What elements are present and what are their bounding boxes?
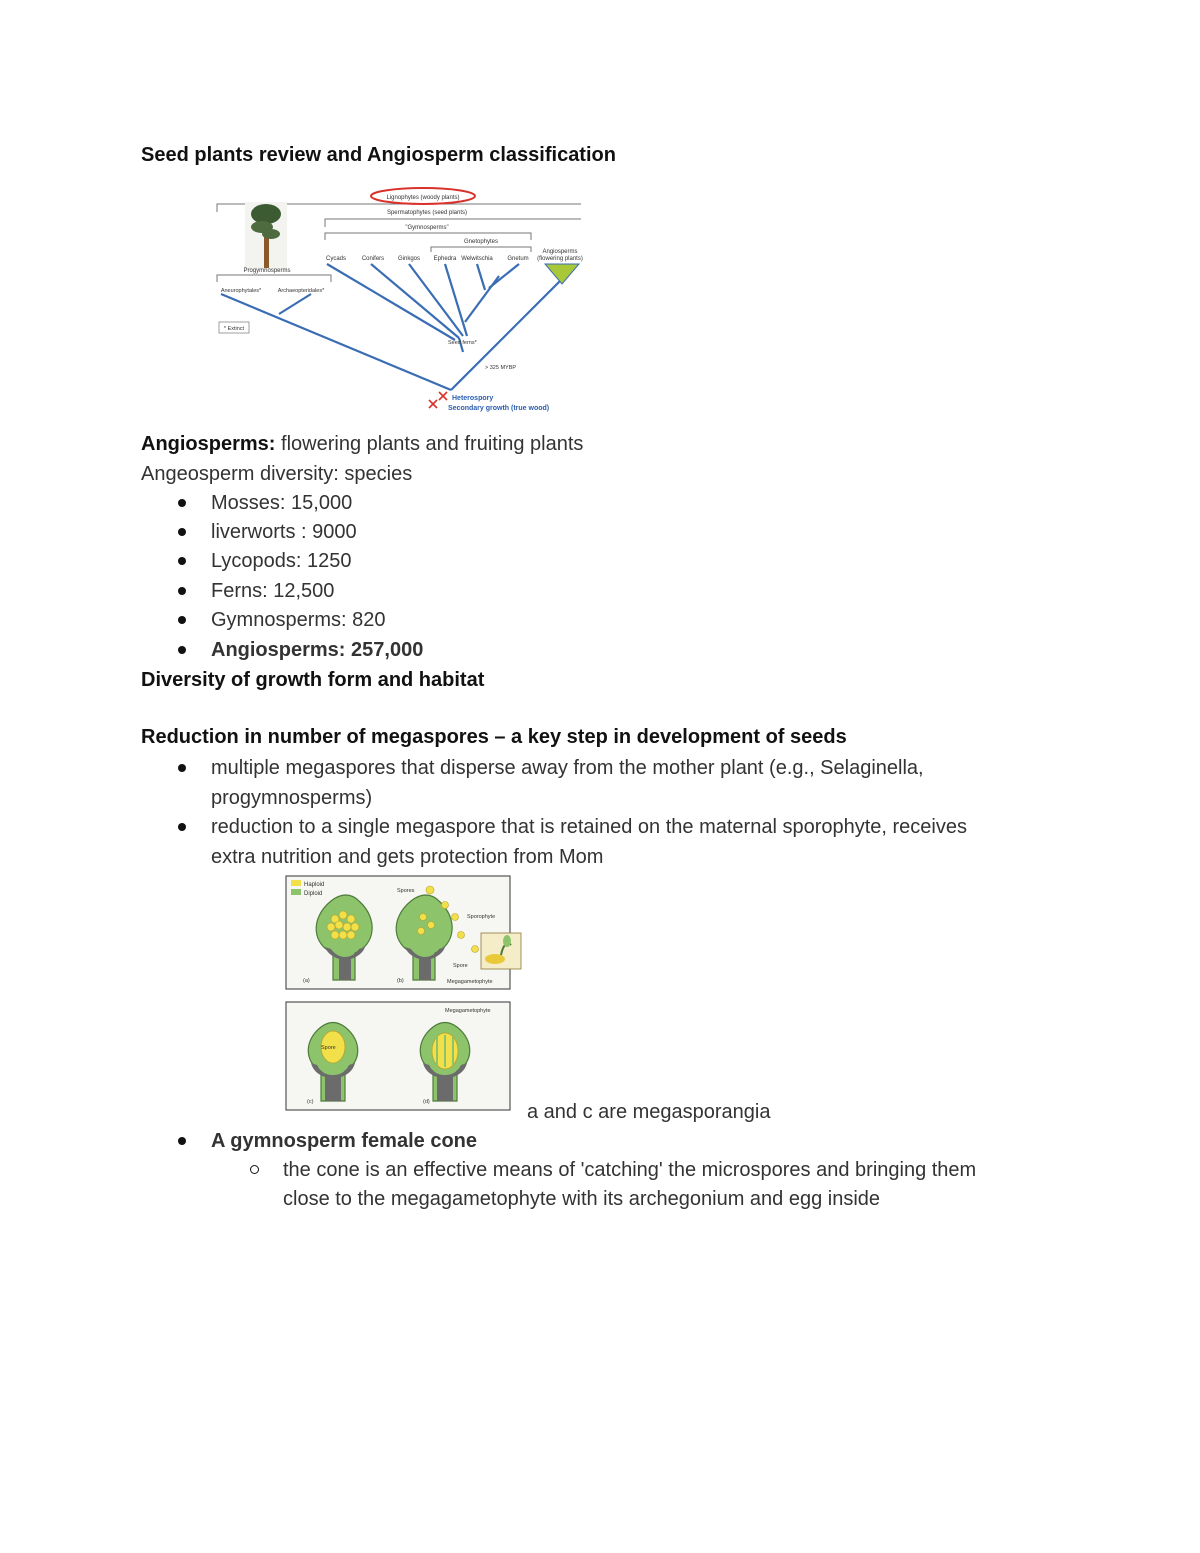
bullet-icon xyxy=(178,528,186,536)
diploid-swatch xyxy=(291,889,301,895)
bullet-icon xyxy=(178,1137,186,1145)
taxon-label: Cycads xyxy=(325,256,347,262)
label-megagametophyte-d: Megagametophyte xyxy=(445,1008,491,1014)
label-archaeopteridales: Archaeopteridales* xyxy=(277,288,325,294)
label-angiosperms: Angiosperms xyxy=(542,249,578,255)
label-a: (a) xyxy=(303,978,310,984)
label-b: (b) xyxy=(397,978,404,984)
reduction-heading: Reduction in number of megaspores – a key step in development of seeds xyxy=(141,726,847,748)
hollow-bullet-icon xyxy=(250,1165,259,1174)
list-item: liverworts : 9000 xyxy=(211,521,357,543)
label-aneurophytales: Aneurophytales* xyxy=(220,288,262,294)
list-item: Angiosperms: 257,000 xyxy=(211,639,424,661)
label-secondary-growth: Secondary growth (true wood) xyxy=(448,405,550,412)
list-item: A gymnosperm female cone xyxy=(211,1130,478,1152)
list-item: Mosses: 15,000 xyxy=(211,492,353,514)
label-progymnosperms: Progymnosperms xyxy=(243,268,291,274)
legend-diploid: Diploid xyxy=(304,891,323,897)
growth-heading: Diversity of growth form and habitat xyxy=(141,669,485,691)
angiosperms-def: flowering plants and fruiting plants xyxy=(275,433,584,455)
label-spermatophytes: Spermatophytes (seed plants) xyxy=(386,210,468,216)
label-c: (c) xyxy=(307,1099,314,1105)
label-gymnosperms: "Gymnosperms" xyxy=(405,225,449,231)
label-spores: Spores xyxy=(397,888,415,894)
label-heterospory: Heterospory xyxy=(452,395,494,402)
megasporangia-figure-top xyxy=(285,875,523,991)
angiosperms-label: Angiosperms: xyxy=(141,433,276,455)
bullet-icon xyxy=(178,557,186,565)
page-title: Seed plants review and Angiosperm classification xyxy=(141,144,616,166)
bullet-icon xyxy=(178,499,186,507)
bullet-icon xyxy=(178,823,186,831)
label-flowering-plants: (flowering plants) xyxy=(537,256,583,262)
bullet-icon xyxy=(178,764,186,772)
bullet-icon xyxy=(178,587,186,595)
label-mybp: > 325 MYBP xyxy=(485,365,517,371)
list-item-line: extra nutrition and gets protection from Mom xyxy=(211,846,604,868)
angiosperms-definition xyxy=(141,432,583,456)
bullet-icon xyxy=(178,616,186,624)
label-extinct: * Extinct xyxy=(223,326,245,332)
taxon-label: Ephedra xyxy=(433,256,457,262)
tree-icon xyxy=(245,202,287,270)
taxon-label: Gnetum xyxy=(507,256,529,262)
list-item-line: reduction to a single megaspore that is retained on the maternal sporophyte, receives xyxy=(211,816,967,838)
taxon-label: Welwitschia xyxy=(461,256,493,262)
diversity-heading: Angeosperm diversity: species xyxy=(141,463,413,485)
list-item: Gymnosperms: 820 xyxy=(211,609,386,631)
label-spore-c: Spore xyxy=(321,1045,336,1051)
taxon-label: Ginkgos xyxy=(397,256,421,262)
label-lignophytes: Lignophytes (woody plants) xyxy=(386,195,460,201)
figure-caption: a and c are megasporangia xyxy=(527,1101,771,1123)
sub-list-item-line: the cone is an effective means of 'catching' the microspores and bringing them xyxy=(283,1159,977,1181)
label-sporophyte: Sporophyte xyxy=(467,914,496,920)
list-item: Ferns: 12,500 xyxy=(211,580,335,602)
haploid-swatch xyxy=(291,880,301,886)
list-item-line: progymnosperms) xyxy=(211,787,373,809)
phylogeny-figure xyxy=(215,172,583,420)
megasporangia-figure-bottom xyxy=(285,1001,513,1113)
label-seed-ferns: Seed ferns* xyxy=(448,340,477,346)
sub-list-item-line: close to the megagametophyte with its archegonium and egg inside xyxy=(283,1188,881,1210)
list-item: Lycopods: 1250 xyxy=(211,550,352,572)
label-megagametophyte: Megagametophyte xyxy=(447,979,493,985)
label-d: (d) xyxy=(423,1099,430,1105)
taxon-label: Conifers xyxy=(361,256,385,262)
legend-haploid: Haploid xyxy=(304,882,325,888)
list-item-line: multiple megaspores that disperse away from the mother plant (e.g., Selaginella, xyxy=(211,757,924,779)
label-gnetophytes: Gnetophytes xyxy=(463,239,499,245)
bullet-icon xyxy=(178,646,186,654)
label-spore: Spore xyxy=(453,963,468,969)
